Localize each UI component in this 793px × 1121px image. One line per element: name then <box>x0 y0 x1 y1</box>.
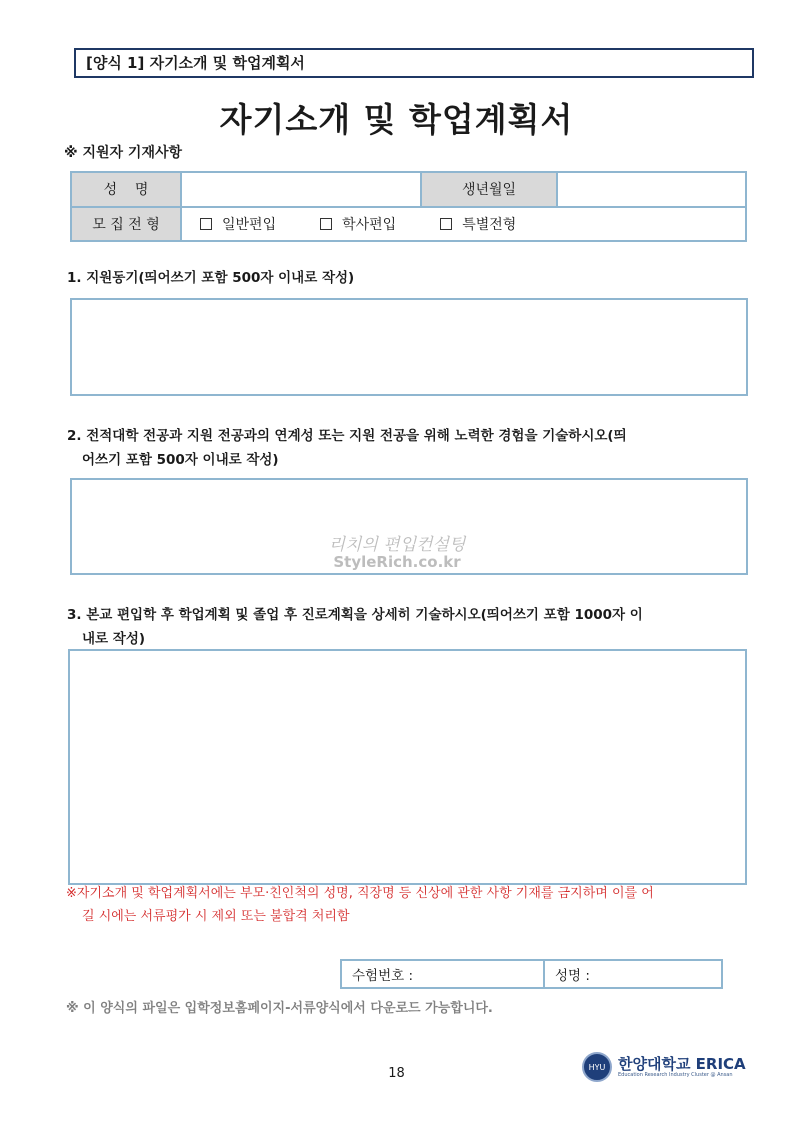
answer-box-1[interactable] <box>70 298 748 396</box>
option-special-admission[interactable]: 특별전형 <box>440 214 516 234</box>
question-3: 3. 본교 편입학 후 학업계획 및 졸업 후 진로계획을 상세히 기술하시오(띄어쓰기 포함 1000자 이 내로 작성) <box>67 607 643 647</box>
applicant-info-table <box>70 171 747 242</box>
page-title: 자기소개 및 학업계획서 <box>219 100 574 139</box>
question-2: 2. 전적대학 전공과 지원 전공과의 연계성 또는 지원 전공을 위해 노력한 경험을 기술하시오(띄 어쓰기 포함 500자 이내로 작성) <box>67 428 627 468</box>
watermark: 리치의 편입컨설팅 StyleRich.co.kr <box>328 535 466 571</box>
name-field[interactable] <box>181 172 421 207</box>
download-note: ※ 이 양식의 파일은 입학정보홈페이지-서류양식에서 다운로드 가능합니다. <box>66 1001 493 1016</box>
admission-type-options <box>181 207 746 242</box>
admission-type-label: 모 집 전 형 <box>71 207 181 242</box>
university-emblem-icon: HYU <box>582 1052 612 1082</box>
question-1: 1. 지원동기(띄어쓰기 포함 500자 이내로 작성) <box>67 270 355 286</box>
birth-date-field[interactable] <box>557 172 746 207</box>
applicant-section-heading: ※ 지원자 기재사항 <box>64 145 183 161</box>
answer-box-3[interactable] <box>68 649 747 885</box>
checkbox-icon[interactable] <box>440 218 452 230</box>
exam-number-field[interactable]: 수험번호 : <box>341 960 544 988</box>
option-general-transfer[interactable]: 일반편입 <box>200 214 276 234</box>
logo-name: 한양대학교 ERICA <box>618 1055 746 1073</box>
logo-subtitle: Education Research Industry Cluster @ Ansan <box>618 1072 733 1078</box>
exam-name-field[interactable]: 성명 : <box>544 960 722 988</box>
exam-info-table <box>340 959 723 989</box>
form-tag: [양식 1] 자기소개 및 학업계획서 <box>74 48 754 78</box>
university-logo <box>582 1052 746 1082</box>
checkbox-icon[interactable] <box>200 218 212 230</box>
page-number: 18 <box>388 1066 405 1081</box>
checkbox-icon[interactable] <box>320 218 332 230</box>
option-bachelor-transfer[interactable]: 학사편입 <box>320 214 396 234</box>
notice-text: ※자기소개 및 학업계획서에는 부모·친인척의 성명, 직장명 등 신상에 관한 사항 기재를 금지하며 이를 어 길 시에는 서류평가 시 제외 또는 불합격 처리함 <box>66 886 654 924</box>
name-label: 성 명 <box>71 172 181 207</box>
birth-date-label: 생년월일 <box>421 172 557 207</box>
